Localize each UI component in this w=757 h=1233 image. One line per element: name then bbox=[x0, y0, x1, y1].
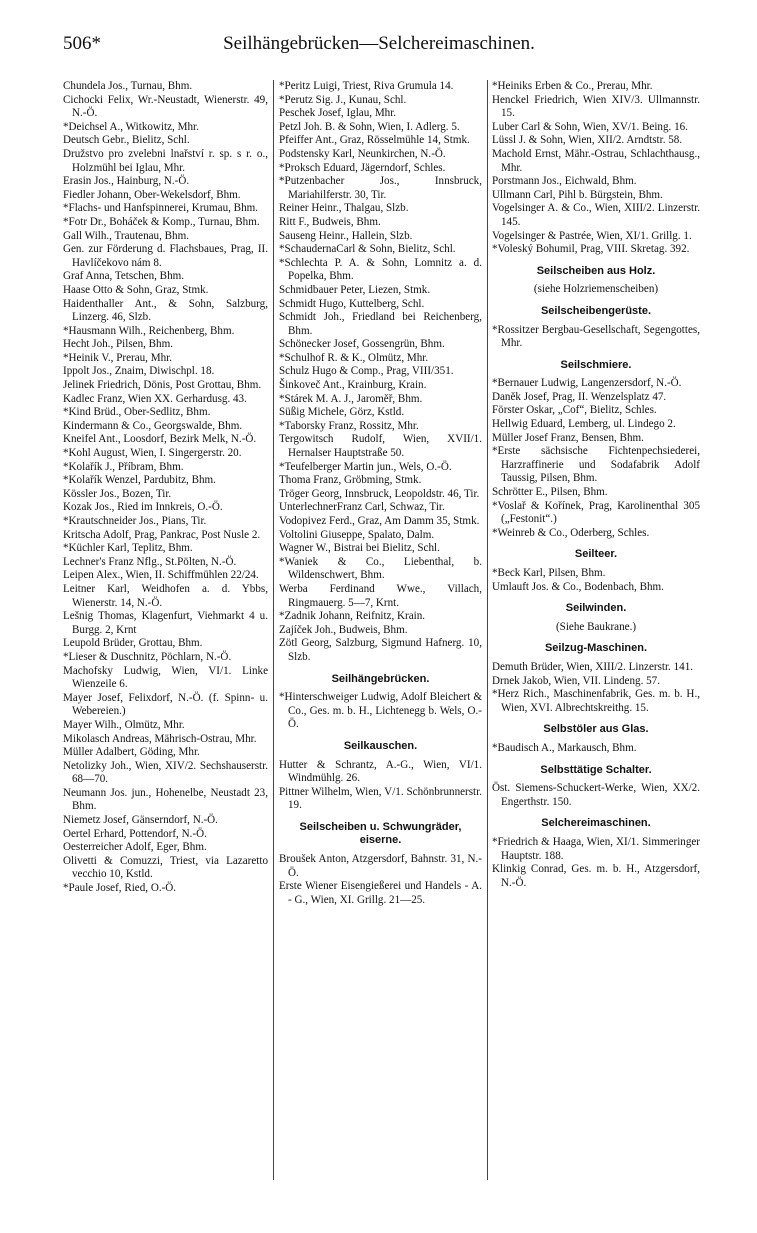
section-heading: Selbsttätige Schalter. bbox=[540, 763, 652, 776]
directory-entry: Kössler Jos., Bozen, Tir. bbox=[63, 487, 172, 500]
directory-entry: Hecht Joh., Pilsen, Bhm. bbox=[63, 338, 174, 351]
directory-entry: Hutter & Schrantz, A.-G., Wien, VI/1. Windmühlg. 26. bbox=[279, 758, 482, 785]
section-heading: Seilzug-Maschinen. bbox=[544, 642, 648, 655]
directory-entry: *Friedrich & Haaga, Wien, XI/1. Simmeringer Hauptstr. 188. bbox=[492, 835, 700, 862]
directory-entry: *Putzenbacher Jos., Innsbruck, Mariahilferstr. 30, Tir. bbox=[279, 175, 482, 201]
directory-entry: *Peritz Luigi, Triest, Riva Grumula 14. bbox=[279, 80, 454, 92]
directory-entry: Förster Oskar, „Cof“, Bielitz, Schles. bbox=[492, 404, 657, 417]
directory-entry: Süßig Michele, Görz, Kstld. bbox=[279, 406, 405, 419]
directory-entry: *Kolařík J., Příbram, Bhm. bbox=[63, 460, 184, 473]
directory-entry: Haase Otto & Sohn, Graz, Stmk. bbox=[63, 283, 209, 296]
directory-entry: Zötl Georg, Salzburg, Sigmund Hafnerg. 10, Slzb. bbox=[279, 637, 482, 663]
directory-entry: Schmidt Hugo, Kuttelberg, Schl. bbox=[279, 297, 425, 310]
directory-entry: Vogelsinger & Pastrée, Wien, XI/1. Grillg. 1. bbox=[492, 229, 692, 242]
see-also-note: (siehe Holzriemenscheiben) bbox=[533, 283, 659, 296]
directory-entry: Müller Josef Franz, Bensen, Bhm. bbox=[492, 431, 644, 444]
directory-entry: Erste Wiener Eisengießerei und Handels - A. - G., Wien, XI. Grillg. 21—25. bbox=[279, 880, 482, 906]
directory-entry: Netolizky Joh., Wien, XIV/2. Sechshauserstr. 68—70. bbox=[63, 759, 268, 786]
directory-entry: Broušek Anton, Atzgersdorf, Bahnstr. 31, N.-Ö. bbox=[279, 853, 482, 879]
directory-entry: *Krautschneider Jos., Pians, Tir. bbox=[63, 515, 207, 527]
directory-entry: Mayer Wilh., Olmütz, Mhr. bbox=[63, 718, 185, 731]
directory-entry: Wagner W., Bistrai bei Bielitz, Schl. bbox=[279, 542, 440, 555]
directory-entry: Kadlec Franz, Wien XX. Gerhardusg. 43. bbox=[63, 392, 247, 405]
directory-entry: Luber Carl & Sohn, Wien, XV/1. Being. 16. bbox=[492, 120, 688, 133]
directory-entry: Lechner's Franz Nflg., St.Pölten, N.-Ö. bbox=[63, 555, 237, 568]
directory-entry: Öst. Siemens-Schuckert-Werke, Wien, XX/2. Engerthstr. 150. bbox=[492, 782, 700, 808]
column-divider bbox=[273, 80, 274, 1180]
directory-entry: *Fotr Dr., Boháček & Komp., Turnau, Bhm. bbox=[63, 215, 260, 228]
directory-entry: Družstvo pro zvelebni lnařství r. sp. s r. o., Holzmühl bei Iglau, Mhr. bbox=[63, 147, 268, 174]
column-2 bbox=[279, 80, 482, 907]
directory-entry: Umlauft Jos. & Co., Bodenbach, Bhm. bbox=[492, 580, 664, 593]
directory-entry: *Lieser & Duschnitz, Pöchlarn, N.-Ö. bbox=[63, 650, 232, 663]
directory-entry: Cichocki Felix, Wr.-Neustadt, Wienerstr. 49, N.-Ö. bbox=[63, 93, 268, 120]
directory-entry: *Waniek & Co., Liebenthal, b. Wildenschwert, Bhm. bbox=[279, 555, 482, 582]
section-heading: Seilwinden. bbox=[565, 602, 627, 615]
directory-entry: Tröger Georg, Innsbruck, Leopoldstr. 46, Tir. bbox=[279, 487, 480, 500]
directory-entry: Hellwig Eduard, Lemberg, ul. Lindego 2. bbox=[492, 418, 676, 431]
directory-entry: Leupold Brüder, Grottau, Bhm. bbox=[63, 637, 203, 650]
page-number: 506* bbox=[63, 33, 101, 54]
directory-entry: *Proksch Eduard, Jägerndorf, Schles. bbox=[279, 161, 446, 174]
column-1 bbox=[63, 80, 268, 896]
directory-entry: Schulz Hugo & Comp., Prag, VIII/351. bbox=[279, 365, 454, 378]
directory-entry: Schmidbauer Peter, Liezen, Stmk. bbox=[279, 283, 431, 296]
directory-entry: *Schulhof R. & K., Olmütz, Mhr. bbox=[279, 351, 429, 364]
directory-entry: Gall Wilh., Trautenau, Bhm. bbox=[63, 229, 190, 242]
directory-entry: *Küchler Karl, Teplitz, Bhm. bbox=[63, 542, 193, 555]
directory-entry: Gen. zur Förderung d. Flachsbaues, Prag, II. Havlíčekovo nám 8. bbox=[63, 243, 268, 269]
directory-entry: Schönecker Josef, Gossengrün, Bhm. bbox=[279, 338, 445, 351]
directory-entry: Kritscha Adolf, Prag, Pankrac, Post Nusle 2. bbox=[63, 528, 261, 541]
directory-entry: *Hausmann Wilh., Reichenberg, Bhm. bbox=[63, 324, 235, 337]
directory-entry: Ippolt Jos., Znaim, Diwischpl. 18. bbox=[63, 365, 215, 378]
directory-entry: Niemetz Josef, Gänserndorf, N.-Ö. bbox=[63, 814, 218, 827]
section-heading: Seilhängebrücken. bbox=[331, 672, 430, 685]
directory-entry: Schmidt Joh., Friedland bei Reichenberg, Bhm. bbox=[279, 311, 482, 337]
directory-entry: Leipen Alex., Wien, II. Schiffmühlen 22/24. bbox=[63, 569, 259, 582]
directory-entry: Schrötter E., Pilsen, Bhm. bbox=[492, 486, 608, 499]
directory-entry: *Schlechta P. A. & Sohn, Lomnitz a. d. Popelka, Bhm. bbox=[279, 256, 482, 283]
directory-entry: Kneifel Ant., Loosdorf, Bezirk Melk, N.-Ö. bbox=[63, 433, 257, 446]
directory-entry: Pfeiffer Ant., Graz, Rösselmühle 14, Stmk. bbox=[279, 134, 470, 147]
directory-entry: Mayer Josef, Felixdorf, N.-Ö. (f. Spinn- u. Webereien.) bbox=[63, 691, 268, 718]
see-also-note: (Siehe Baukrane.) bbox=[555, 620, 637, 633]
directory-entry: *Voleský Bohumil, Prag, VIII. Skretag. 392. bbox=[492, 243, 690, 256]
directory-entry: Oesterreicher Adolf, Eger, Bhm. bbox=[63, 841, 207, 854]
directory-entry: Haidenthaller Ant., & Sohn, Salzburg, Linzerg. 46, Slzb. bbox=[63, 297, 268, 324]
directory-entry: Ritt F., Budweis, Bhm. bbox=[279, 215, 381, 228]
directory-entry: Thoma Franz, Gröbming, Stmk. bbox=[279, 474, 422, 487]
directory-entry: Demuth Brüder, Wien, XIII/2. Linzerstr. 141. bbox=[492, 660, 694, 673]
directory-entry: Graf Anna, Tetschen, Bhm. bbox=[63, 270, 185, 283]
directory-entry: Neumann Jos. jun., Hohenelbe, Neustadt 23, Bhm. bbox=[63, 786, 268, 813]
directory-entry: Werba Ferdinand Wwe., Villach, Ringmauerg. 5—7, Krnt. bbox=[279, 582, 482, 609]
directory-entry: Lüssl J. & Sohn, Wien, XII/2. Arndtstr. 58. bbox=[492, 134, 683, 147]
directory-entry: Pittner Wilhelm, Wien, V/1. Schönbrunnerstr. 19. bbox=[279, 785, 482, 812]
directory-entry: Drnek Jakob, Wien, VII. Lindeng. 57. bbox=[492, 674, 660, 687]
directory-entry: Machofsky Ludwig, Wien, VI/1. Linke Wienzeile 6. bbox=[63, 664, 268, 691]
directory-entry: Ullmann Carl, Pihl b. Bürgstein, Bhm. bbox=[492, 188, 663, 201]
section-heading: Seilscheibengerüste. bbox=[540, 304, 652, 317]
directory-entry: Mikolasch Andreas, Mährisch-Ostrau, Mhr. bbox=[63, 732, 257, 745]
directory-entry: *Heinik V., Prerau, Mhr. bbox=[63, 351, 172, 364]
directory-entry: *Weinreb & Co., Oderberg, Schles. bbox=[492, 526, 650, 539]
directory-entry: Voltolini Giuseppe, Spalato, Dalm. bbox=[279, 528, 435, 541]
section-heading: Seilscheiben u. Schwungräder, eiserne. bbox=[299, 820, 462, 847]
directory-entry: *Bernauer Ludwig, Langenzersdorf, N.-Ö. bbox=[492, 377, 682, 390]
directory-entry: *Beck Karl, Pilsen, Bhm. bbox=[492, 567, 606, 579]
directory-entry: Chundela Jos., Turnau, Bhm. bbox=[63, 80, 193, 92]
directory-entry: *Flachs- und Hanfspinnerei, Krumau, Bhm. bbox=[63, 202, 259, 215]
directory-entry: Petzl Joh. B. & Sohn, Wien, I. Adlerg. 5. bbox=[279, 120, 460, 133]
directory-entry: *Stárek M. A. J., Jaroměř, Bhm. bbox=[279, 392, 423, 405]
directory-entry: *SchaudernaCarl & Sohn, Bielitz, Schl. bbox=[279, 243, 456, 256]
section-heading: Selbstöler aus Glas. bbox=[543, 723, 649, 736]
section-heading: Seilscheiben aus Holz. bbox=[536, 264, 656, 277]
directory-entry: Deutsch Gebr., Bielitz, Schl. bbox=[63, 134, 190, 147]
directory-entry: *Deichsel A., Witkowitz, Mhr. bbox=[63, 120, 199, 133]
directory-entry: *Heiniks Erben & Co., Prerau, Mhr. bbox=[492, 80, 653, 92]
section-heading: Seilschmiere. bbox=[560, 358, 632, 371]
directory-entry: Daněk Josef, Prag, II. Wenzelsplatz 47. bbox=[492, 390, 667, 403]
directory-entry: *Taborsky Franz, Rossitz, Mhr. bbox=[279, 419, 419, 432]
directory-entry: Klinkig Conrad, Ges. m. b. H., Atzgersdorf, N.-Ö. bbox=[492, 863, 700, 889]
section-heading: Seilteer. bbox=[574, 548, 618, 561]
directory-entry: *Hinterschweiger Ludwig, Adolf Bleichert & Co., Ges. m. b. H., Lichtenegg b. Wels, O.-Ö. bbox=[279, 691, 482, 731]
directory-entry: Podstensky Karl, Neunkirchen, N.-Ö. bbox=[279, 147, 446, 160]
directory-entry: *Rossitzer Bergbau-Gesellschaft, Segengottes, Mhr. bbox=[492, 323, 700, 350]
directory-entry: Reiner Heinr., Thalgau, Slzb. bbox=[279, 202, 409, 215]
directory-entry: *Perutz Sig. J., Kunau, Schl. bbox=[279, 93, 407, 106]
directory-entry: Lešnig Thomas, Klagenfurt, Viehmarkt 4 u. Burgg. 2, Krnt bbox=[63, 610, 268, 636]
page-title: Seilhängebrücken—Selchereimaschinen. bbox=[223, 33, 535, 54]
section-heading: Selchereimaschinen. bbox=[541, 817, 651, 830]
directory-entry: Henckel Friedrich, Wien XIV/3. Ullmannstr. 15. bbox=[492, 93, 700, 120]
directory-entry: *Erste sächsische Fichtenpechsiederei, Harzraffinerie und Sodafabrik Adolf Taussig, Pilsen, Bhm. bbox=[492, 445, 700, 485]
directory-entry: Peschek Josef, Iglau, Mhr. bbox=[279, 107, 397, 120]
directory-entry: Erasin Jos., Hainburg, N.-Ö. bbox=[63, 175, 190, 188]
directory-entry: Vogelsinger A. & Co., Wien, XIII/2. Linzerstr. 145. bbox=[492, 202, 700, 228]
section-heading: Seilkauschen. bbox=[343, 739, 418, 752]
directory-entry: *Kolařík Wenzel, Pardubitz, Bhm. bbox=[63, 474, 216, 487]
directory-entry: Zajíček Joh., Budweis, Bhm. bbox=[279, 623, 408, 636]
directory-entry: Vodopivez Ferd., Graz, Am Damm 35, Stmk. bbox=[279, 515, 480, 527]
directory-entry: *Baudisch A., Markausch, Bhm. bbox=[492, 741, 637, 754]
column-3 bbox=[492, 80, 700, 890]
directory-entry: Kindermann & Co., Georgswalde, Bhm. bbox=[63, 419, 243, 432]
directory-entry: Porstmann Jos., Eichwald, Bhm. bbox=[492, 175, 637, 188]
column-divider bbox=[487, 80, 488, 1180]
directory-entry: Jelinek Friedrich, Dönis, Post Grottau, Bhm. bbox=[63, 379, 262, 392]
directory-entry: *Zadnik Johann, Reifnitz, Krain. bbox=[279, 610, 426, 623]
directory-entry: Oertel Erhard, Pottendorf, N.-Ö. bbox=[63, 827, 207, 840]
directory-entry: Kozak Jos., Ried im Innkreis, O.-Ö. bbox=[63, 501, 223, 514]
page-header bbox=[63, 33, 695, 63]
directory-entry: *Voslař & Kořínek, Prag, Karolinenthal 305 („Festonit“.) bbox=[492, 499, 700, 526]
directory-entry: Fiedler Johann, Ober-Wekelsdorf, Bhm. bbox=[63, 188, 241, 201]
directory-entry: *Kind Brüd., Ober-Sedlitz, Bhm. bbox=[63, 406, 211, 419]
directory-entry: *Paule Josef, Ried, O.-Ö. bbox=[63, 882, 177, 895]
directory-entry: Sauseng Heinr., Hallein, Slzb. bbox=[279, 229, 413, 242]
directory-entry: Olivetti & Comuzzi, Triest, via Lazaretto vecchio 10, Kstld. bbox=[63, 854, 268, 881]
directory-entry: Tergowitsch Rudolf, Wien, XVII/1. Hernalser Hauptstraße 50. bbox=[279, 433, 482, 460]
directory-entry: Müller Adalbert, Göding, Mhr. bbox=[63, 746, 200, 759]
directory-entry: *Herz Rich., Maschinenfabrik, Ges. m. b. H., Wien, XVI. Albrechtskreithg. 15. bbox=[492, 688, 700, 714]
directory-entry: Leitner Karl, Weidhofen a. d. Ybbs, Wienerstr. 14, N.-Ö. bbox=[63, 582, 268, 609]
directory-entry: *Kohl August, Wien, I. Singergerstr. 20. bbox=[63, 447, 242, 460]
directory-entry: UnterlechnerFranz Carl, Schwaz, Tir. bbox=[279, 501, 445, 514]
directory-entry: *Teufelberger Martin jun., Wels, O.-Ö. bbox=[279, 460, 452, 473]
directory-entry: Machold Ernst, Mähr.-Ostrau, Schlachthausg., Mhr. bbox=[492, 147, 700, 174]
directory-entry: Šinkoveč Ant., Krainburg, Krain. bbox=[279, 379, 427, 392]
